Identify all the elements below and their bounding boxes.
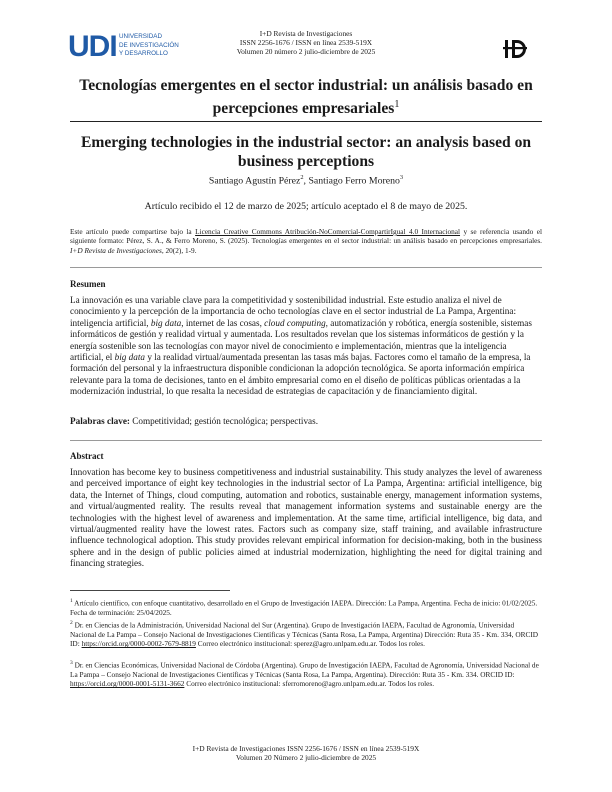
footnote-1: [70, 597, 542, 617]
logo-subtitle-line: DE INVESTIGACIÓN: [119, 41, 179, 49]
title-spanish-text: Tecnologías emergentes en el sector industrial: un análisis basado en percepciones empresariales: [79, 77, 533, 118]
footnote-divider: [70, 590, 230, 591]
footnote-2-text: Dr. en Ciencias de la Administración, Universidad Nacional del Sur (Argentina). Grupo de Investigación IAEPA, Facultad de Agronomía, Universidad Nacional de La Pampa – Consejo Nacional de Investigaciones Científicas y Técnicas (Santa Rosa, La Pampa, Argentina) Dirección: Ruta 35 - Km. 334, ORCID ID:: [70, 620, 539, 649]
license-tail: , 20(2), 1-9.: [161, 245, 197, 255]
resumen-part: , internet de las cosas,: [181, 317, 265, 328]
footnote-2-number: 2: [70, 620, 73, 626]
title-footnote-ref[interactable]: 1: [394, 99, 400, 110]
resumen-part: , automatización y robótica, energía sostenible, sistemas informáticos de gestión y realidad virtual y aumentada. Los resultados revelan que los sistemas informáticos de gestión y la energía sostenible son las tecnologías con mayor nivel de conocimiento e implementación, mientras que la inteligencia artificial, el: [70, 317, 532, 363]
footnote-2: [70, 619, 542, 649]
abstract-heading: Abstract: [70, 451, 104, 461]
resumen-heading: Resumen: [70, 279, 106, 289]
journal-volume: Volumen 20 número 2 julio-diciembre de 2025: [236, 47, 376, 56]
section-divider: [70, 440, 542, 441]
license-pre: Este artículo puede compartirse bajo la: [70, 227, 196, 236]
logo-subtitle-line: UNIVERSIDAD: [119, 33, 163, 40]
footnote-1-text: Artículo científico, con enfoque cuantitativo, desarrollado en el Grupo de Investigación IAEPA. Dirección: La Pampa, Argentina. Fecha de inicio: 01/02/2025. Fecha de terminación: 25/04/2025.: [70, 598, 538, 617]
abstract-text: Innovation has become key to business competitiveness and industrial sustainability. This study analyzes the level of awareness and perceived importance of eight key technologies in the industrial sector of La Pampa, Argentina: artificial intelligence, big data, the Internet of Things, cloud computing, automation and robotics, sustainable energy, management information systems, and virtual/augmented reality. The results reveal that management information systems and sustainable energy are the technologies with the highest level of awareness and implementation. At the same time, artificial intelligence, big data, and virtual/augmented reality have the lowest rates. Factors such as company size, staff training, and available infrastructure influence technological adoption. This study provides relevant empirical information for decision-making, both in the business sphere and in the design of public policies aimed at industrial modernization, highlighting the need for digital training and financing strategies.: [70, 467, 542, 569]
id-logo-icon: [503, 36, 529, 62]
footnote-3: [70, 659, 542, 689]
resumen-part: La innovación es una variable clave para la competitividad y sostenibilidad industrial. Este estudio analiza el nivel de conocimiento y la percepción de la importancia de ocho tecnologías clave en el sector industrial de La Pampa, Argentina: inteligencia artificial,: [70, 295, 517, 328]
footnote-3-tail: Correo electrónico institucional: sferromoreno@agro.unlpam.edu.ar. Todos los roles.: [184, 679, 435, 689]
authors: [70, 174, 542, 186]
logo-subtitle: [119, 33, 189, 59]
footnote-3-number: 3: [70, 660, 73, 666]
title-english: Emerging technologies in the industrial sector: an analysis based on business perceptions: [80, 134, 532, 170]
resumen-text: [70, 295, 542, 398]
resumen-italic: big data: [114, 352, 146, 363]
journal-issn: ISSN 2256-1676 / ISSN en línea 2539-519X: [239, 38, 373, 47]
title-divider: [70, 121, 542, 122]
resumen-italic: big data: [150, 317, 182, 328]
license-link[interactable]: Licencia Creative Commons Atribución-NoComercial-CompartirIgual 4.0 Internacional: [195, 227, 461, 236]
author-2: Santiago Ferro Moreno: [308, 175, 400, 187]
resumen-part: y la realidad virtual/aumentada presentan las tasas más bajas. Factores como el tamaño de la empresa, la formación del personal y la infraestructura disponible condicionan la adopción tecnológica. Se aporta información empírica relevante para la toma de decisiones, tanto en el ámbito empresarial como en el diseño de políticas públicas orientadas a la modernización industrial, lo que resalta la necesidad de estrategias de capacitación y de financiamiento digital.: [70, 352, 531, 397]
license-notice: [70, 227, 542, 255]
journal-name: I+D Revista de Investigaciones: [259, 29, 353, 38]
footer-line-2: Volumen 20 Número 2 julio-diciembre de 2025: [235, 753, 377, 762]
received-dates: Artículo recibido el 12 de marzo de 2025; artículo aceptado el 8 de mayo de 2025.: [144, 201, 468, 212]
keywords-label: Palabras clave:: [70, 416, 130, 426]
keywords: [70, 416, 542, 426]
orcid-link-2[interactable]: https://orcid.org/0000-0001-5131-3662: [70, 679, 185, 689]
license-journal: I+D Revista de Investigaciones: [70, 245, 162, 255]
footer-line-1: I+D Revista de Investigaciones ISSN 2256-1676 / ISSN en línea 2539-519X: [192, 744, 420, 753]
journal-logo: UDI: [68, 30, 117, 63]
orcid-link-1[interactable]: https://orcid.org/0000-0002-7679-8819: [81, 639, 196, 649]
author-separator: ,: [303, 175, 309, 187]
footnote-2-tail: Correo electrónico institucional: sperez@agro.unlpam.edu.ar. Todos los roles.: [195, 639, 425, 649]
license-post: y se referencia usando el siguiente formato: Pérez, S. A., & Ferro Moreno, S. (2025). Tecnologías emergentes en el sector industrial: un análisis basado en percepciones empresariales.: [70, 227, 542, 246]
logo-subtitle-line: Y DESARROLLO: [119, 50, 168, 58]
resumen-italic: cloud computing: [264, 317, 326, 328]
author-2-footnote-ref[interactable]: 3: [399, 174, 404, 181]
author-1-footnote-ref[interactable]: 2: [300, 174, 304, 181]
section-divider: [70, 267, 542, 268]
author-1: Santiago Agustín Pérez: [208, 175, 301, 187]
journal-header: [200, 29, 412, 56]
title-spanish: [70, 76, 542, 118]
footnote-1-number: 1: [70, 598, 73, 604]
footnote-3-text: Dr. en Ciencias Económicas, Universidad Nacional de Córdoba (Argentina). Grupo de Investigación IAEPA, Facultad de Agronomía, Universidad Nacional de La Pampa – Consejo Nacional de Investigaciones Científicas y Técnicas (Santa Rosa, La Pampa, Argentina). Dirección: Ruta 35 - Km. 334. ORCID ID:: [70, 660, 539, 679]
keywords-list: Competitividad; gestión tecnológica; perspectivas.: [129, 416, 319, 426]
page-footer: [150, 744, 462, 762]
